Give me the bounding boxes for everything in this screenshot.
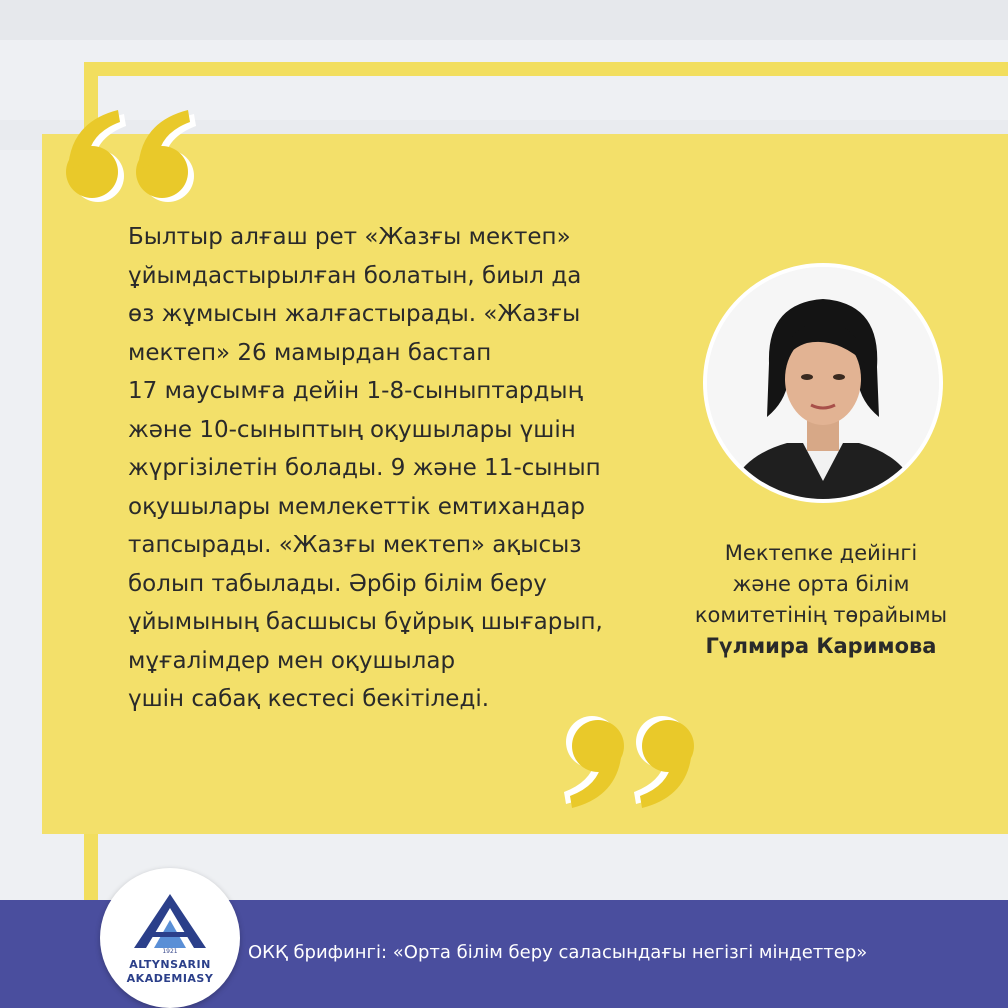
quote-line: үшін сабақ кестесі бекітіледі. [128, 686, 490, 712]
quote-line: болып табылады. Әрбір білім беру [128, 570, 547, 597]
portrait-image [707, 267, 939, 499]
speaker-title-line: Мектепке дейінгі [724, 541, 918, 565]
speaker-name: Гүлмира Каримова [705, 634, 937, 658]
quote-line: мектеп» 26 мамырдан бастап [128, 339, 492, 366]
altynsarin-logo-icon [100, 868, 240, 1008]
quote-line: ұйымдастырылған болатын, биыл да [128, 262, 582, 289]
quote-line: тапсырады. «Жазғы мектеп» ақысыз [128, 532, 582, 558]
quote-line: өз жұмысын жалғастырады. «Жазғы [128, 301, 581, 327]
quote-line: мұғалімдер мен оқушылар [128, 647, 456, 674]
logo-mark [130, 892, 210, 950]
background-stripe [0, 0, 1008, 40]
double-close-quote-icon [552, 708, 702, 818]
logo-year: 1921 [162, 948, 178, 955]
quote-line: және 10-сыныптың оқушылары үшін [128, 416, 576, 443]
footer-caption: ОКҚ брифингі: «Орта білім беру саласындағы негізгі міндеттер» [248, 942, 868, 963]
logo-text-line: AKADEMIASY [126, 972, 214, 985]
quote-text [128, 218, 648, 719]
quote-line: Былтыр алғаш рет «Жазғы мектеп» [128, 224, 571, 250]
speaker-title-line: комитетінің төрайымы [694, 603, 948, 627]
logo-text-line: ALTYNSARIN [129, 958, 211, 971]
speaker-title-line: және орта білім [732, 572, 910, 596]
double-open-quote-icon [58, 100, 208, 210]
quote-line: ұйымының басшысы бұйрық шығарып, [128, 609, 603, 635]
speaker-caption [676, 538, 966, 662]
quote-line: 17 маусымға дейін 1-8-сыныптардың [128, 378, 583, 404]
quote-line: оқушылары мемлекеттік емтихандар [128, 493, 585, 520]
quote-line: жүргізілетін болады. 9 және 11-сынып [128, 455, 601, 481]
speaker-portrait [703, 263, 943, 503]
